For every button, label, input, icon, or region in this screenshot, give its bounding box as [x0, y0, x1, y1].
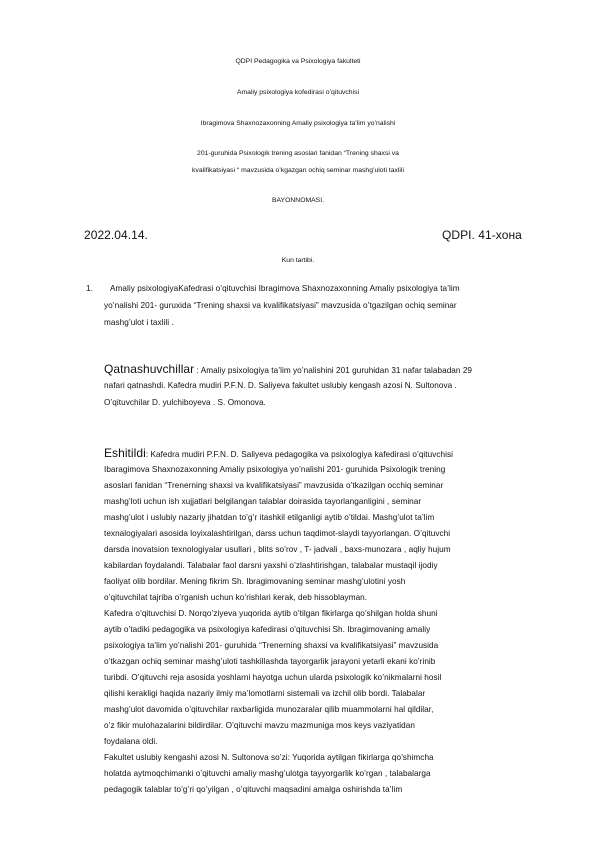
- heard-line: o’tkazgan ochiq seminar mashg’uloti tashkillashda tayorgarlik jarayoni yetarli ekani ko’rinib: [104, 657, 436, 666]
- attendees-line: [104, 362, 472, 376]
- heard-line: darsda inovatsion texnologiyalar usullari , blits so’rov , T- jadvali , baxs-munozara , aqliy hujum: [104, 545, 451, 554]
- topic-line: kvalifikatsiyasi “ mavzusida o’kgazgan ochiq seminar mashg’uloti taxlili: [192, 167, 404, 174]
- faculty-line: QDPI Pedagogika va Psixologiya fakulteti: [235, 58, 361, 65]
- heard-line: asoslari fanidan “Trenerning shaxsi va kvalifikatsiyasi” mavzusida o’tkazilgan occhiq seminar: [104, 481, 444, 490]
- agenda-item-line: mashg’ulot i taxlili .: [104, 318, 174, 327]
- agenda-item-number: 1.: [86, 284, 93, 293]
- group-line: 201-guruhida Psixologik trening asoslari fanidan “Trening shaxsi va: [197, 150, 399, 157]
- heard-line: mashg’ulot davomida o’qituvchilar raxbarligida munozaralar qilib muammolarni hal qildilar,: [104, 705, 434, 714]
- heard-line: mashg’loti uchun ish xujjatlari belgilangan talablar doirasida tayorlanganligini , seminar: [104, 497, 422, 506]
- attendees-label: Qatnashuvchillar: [104, 362, 195, 376]
- agenda-heading: Kun tartibi.: [281, 257, 315, 264]
- heard-line: o’z fikir mulohazalarini bildirdilar. O’qituvchi mavzu mazmuniga mos keys vaziyatidan: [104, 721, 415, 730]
- heard-line: qilishi kerakligi haqida nazariy ilmiy ma’lomotlarni sistemali va izchil olib bordi. Talabalar: [104, 689, 426, 698]
- heard-line: Fakultet uslubiy kengashi azosi N. Sultonova so’zi: Yuqorida aytilgan fikirlarga qo’shimcha: [104, 753, 434, 762]
- document-title: BAYONNOMASI.: [272, 197, 324, 204]
- heard-line: foydalana oldi.: [104, 737, 158, 746]
- heard-line: [104, 446, 453, 460]
- heard-line: Ibaragimova Shaxnozaxonning Amaliy psixologiya yo’nalishi 201- guruhida Psixologik trening: [104, 465, 446, 474]
- heard-line: faoliyat olib bordilar. Mening fikrim Sh. Ibragimovaning seminar mashg’ulotini yosh: [104, 577, 406, 586]
- heard-line: holatda aytmoqchimanki o’qituvchi amaliy mashg’ulotga tayyorgarlik ko’rgan , talabalarga: [104, 769, 431, 778]
- room-number: QDPI. 41-хона: [442, 228, 522, 242]
- heard-line: kabilardan foydalandi. Talabalar faol darsni yaxshi o’zlashtirishgan, talabalar mustaqil ijodiy: [104, 561, 438, 570]
- attendees-line: nafari qatnashdi. Kafedra mudiri P.F.N. D. Saliyeva fakultet uslubiy kengash azosi N. Sultonova .: [104, 381, 457, 390]
- heard-line: o’qituvchilat tajriba o’rganish uchun ko’rishlari kerak, deb hissoblayman.: [104, 593, 368, 602]
- document-date: 2022.04.14.: [84, 228, 148, 242]
- heard-label: Eshitildi: [104, 446, 146, 460]
- heard-line: mashg’ulot i uslubiy nazariy jihatdan to’g’r itashkil etilganligi aytib o’tildai. Mashg’ulot ta’lim: [104, 513, 435, 522]
- attendees-line: O’qituvchilar D. yulchiboyeva . S. Omonova.: [104, 398, 266, 407]
- teacher-line: Ibragimova Shaxnozaxonning Amaliy psixologiya ta’lim yo’nalishi: [200, 120, 396, 127]
- agenda-item-line: yo’nalishi 201- guruxida “Trening shaxsi va kvalifikatsiyasi” mavzusida o’tgazilgan ochiq seminar: [104, 301, 457, 310]
- attendees-text: : Amaliy psixologiya ta’lim yo’nalishini 201 guruhidan 31 nafar talabadan 29: [194, 366, 473, 375]
- heard-line: Kafedra o’qituvchisi D. Norqo’ziyeva yuqorida aytib o’tilgan fikirlarga qo’shilgan holda shuni: [104, 609, 438, 618]
- heard-line: pedagogik talablar to’g’ri qo’yilgan , o’qituvchi maqsadini amalga oshirishda ta’lim: [104, 785, 403, 794]
- agenda-item-line: Amaliy psixologiyaKafedrasi o’qituvchisi Ibragimova Shaxnozaxonning Amaliy psixologiya ta’lim: [110, 284, 460, 293]
- heard-line: aytib o’tadiki pedagogika va psixologiya kafedirasi o’qituvchisi Sh. Ibragimovaning amaliy: [104, 625, 431, 634]
- department-line: Amaliy psixologiya kofedirasi o’qituvchisi: [236, 89, 360, 96]
- heard-line: psixologiya ta’lim yo’nalishi 201- guruhida “Trenerning shaxsi va kvalifikatsiyasi” mavzusida: [104, 641, 439, 650]
- heard-line: turibdi. O’qituvchi reja asosida yoshlarni hayotga uchun ularda psixologik ko’nikmalarni hosil: [104, 673, 442, 682]
- heard-line: texnalogiyalari asosida loyixalashtirilgan, darss uchun taqdimot-slaydi tayyorlangan. O’qituvchi: [104, 529, 451, 538]
- heard-text: : Kafedra mudiri P.F.N. D. Saliyeva pedagogika va psixologiya kafedirasi o’qituvchisi: [145, 450, 453, 459]
